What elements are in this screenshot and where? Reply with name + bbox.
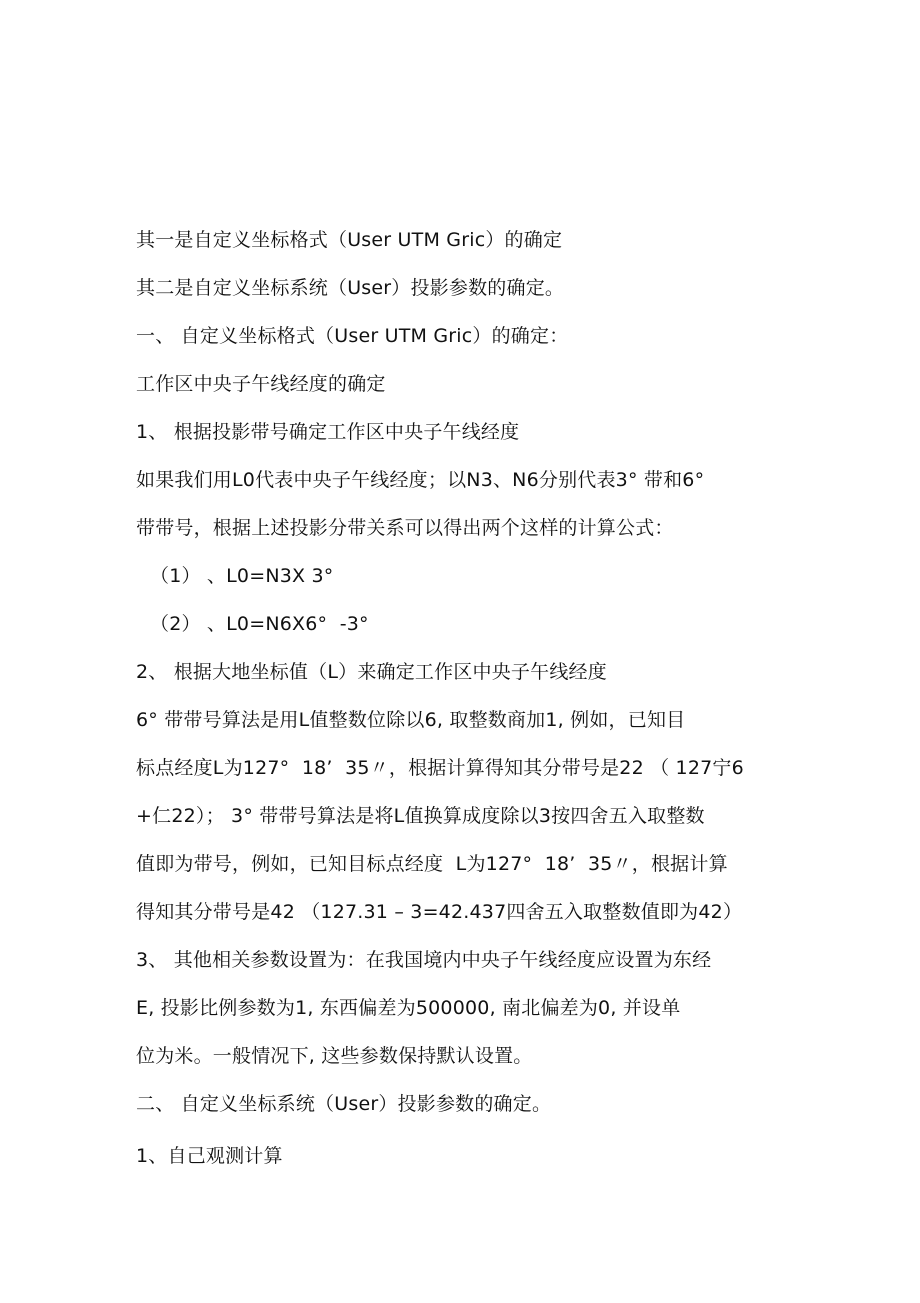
section-heading: 二、 自定义坐标系统（User）投影参数的确定。 [136, 1093, 552, 1115]
text-line: 位为米。一般情况下, 这些参数保持默认设置。 [136, 1045, 533, 1067]
text-line: E, 投影比例参数为1, 东西偏差为500000, 南北偏差为0, 并设单 [136, 997, 681, 1019]
text-line: 1、自己观测计算 [136, 1145, 283, 1167]
text-line: 值即为带号，例如，已知目标点经度 L为127° 18’ 35〃，根据计算 [136, 853, 728, 875]
text-line: 如果我们用L0代表中央子午线经度；以N3、N6分别代表3° 带和6° [136, 469, 705, 491]
section-heading: 一、 自定义坐标格式（User UTM Gric）的确定： [136, 325, 569, 347]
text-line: 6° 带带号算法是用L值整数位除以6, 取整数商加1, 例如，已知目 [136, 709, 686, 731]
text-line: 1、 根据投影带号确定工作区中央子午线经度 [136, 421, 520, 443]
text-line: 得知其分带号是42 （127.31 – 3=42.437四舍五入取整数值即为42） [136, 901, 743, 923]
text-line: 3、 其他相关参数设置为：在我国境内中央子午线经度应设置为东经 [136, 949, 712, 971]
text-line: 工作区中央子午线经度的确定 [136, 373, 386, 395]
text-line: 其二是自定义坐标系统（User）投影参数的确定。 [136, 277, 565, 299]
text-line: +仁22）； 3° 带带号算法是将L值换算成度除以3按四舍五入取整数 [136, 805, 705, 827]
formula-line: （2） 、L0=N6X6° -3° [150, 613, 369, 635]
formula-line: （1） 、L0=N3X 3° [150, 565, 334, 587]
text-line: 标点经度L为127° 18’ 35〃，根据计算得知其分带号是22 （ 127宁6 [136, 757, 744, 779]
text-line: 其一是自定义坐标格式（User UTM Gric）的确定 [136, 229, 563, 251]
text-line: 带带号，根据上述投影分带关系可以得出两个这样的计算公式： [136, 517, 674, 539]
text-line: 2、 根据大地坐标值（L）来确定工作区中央子午线经度 [136, 661, 607, 683]
